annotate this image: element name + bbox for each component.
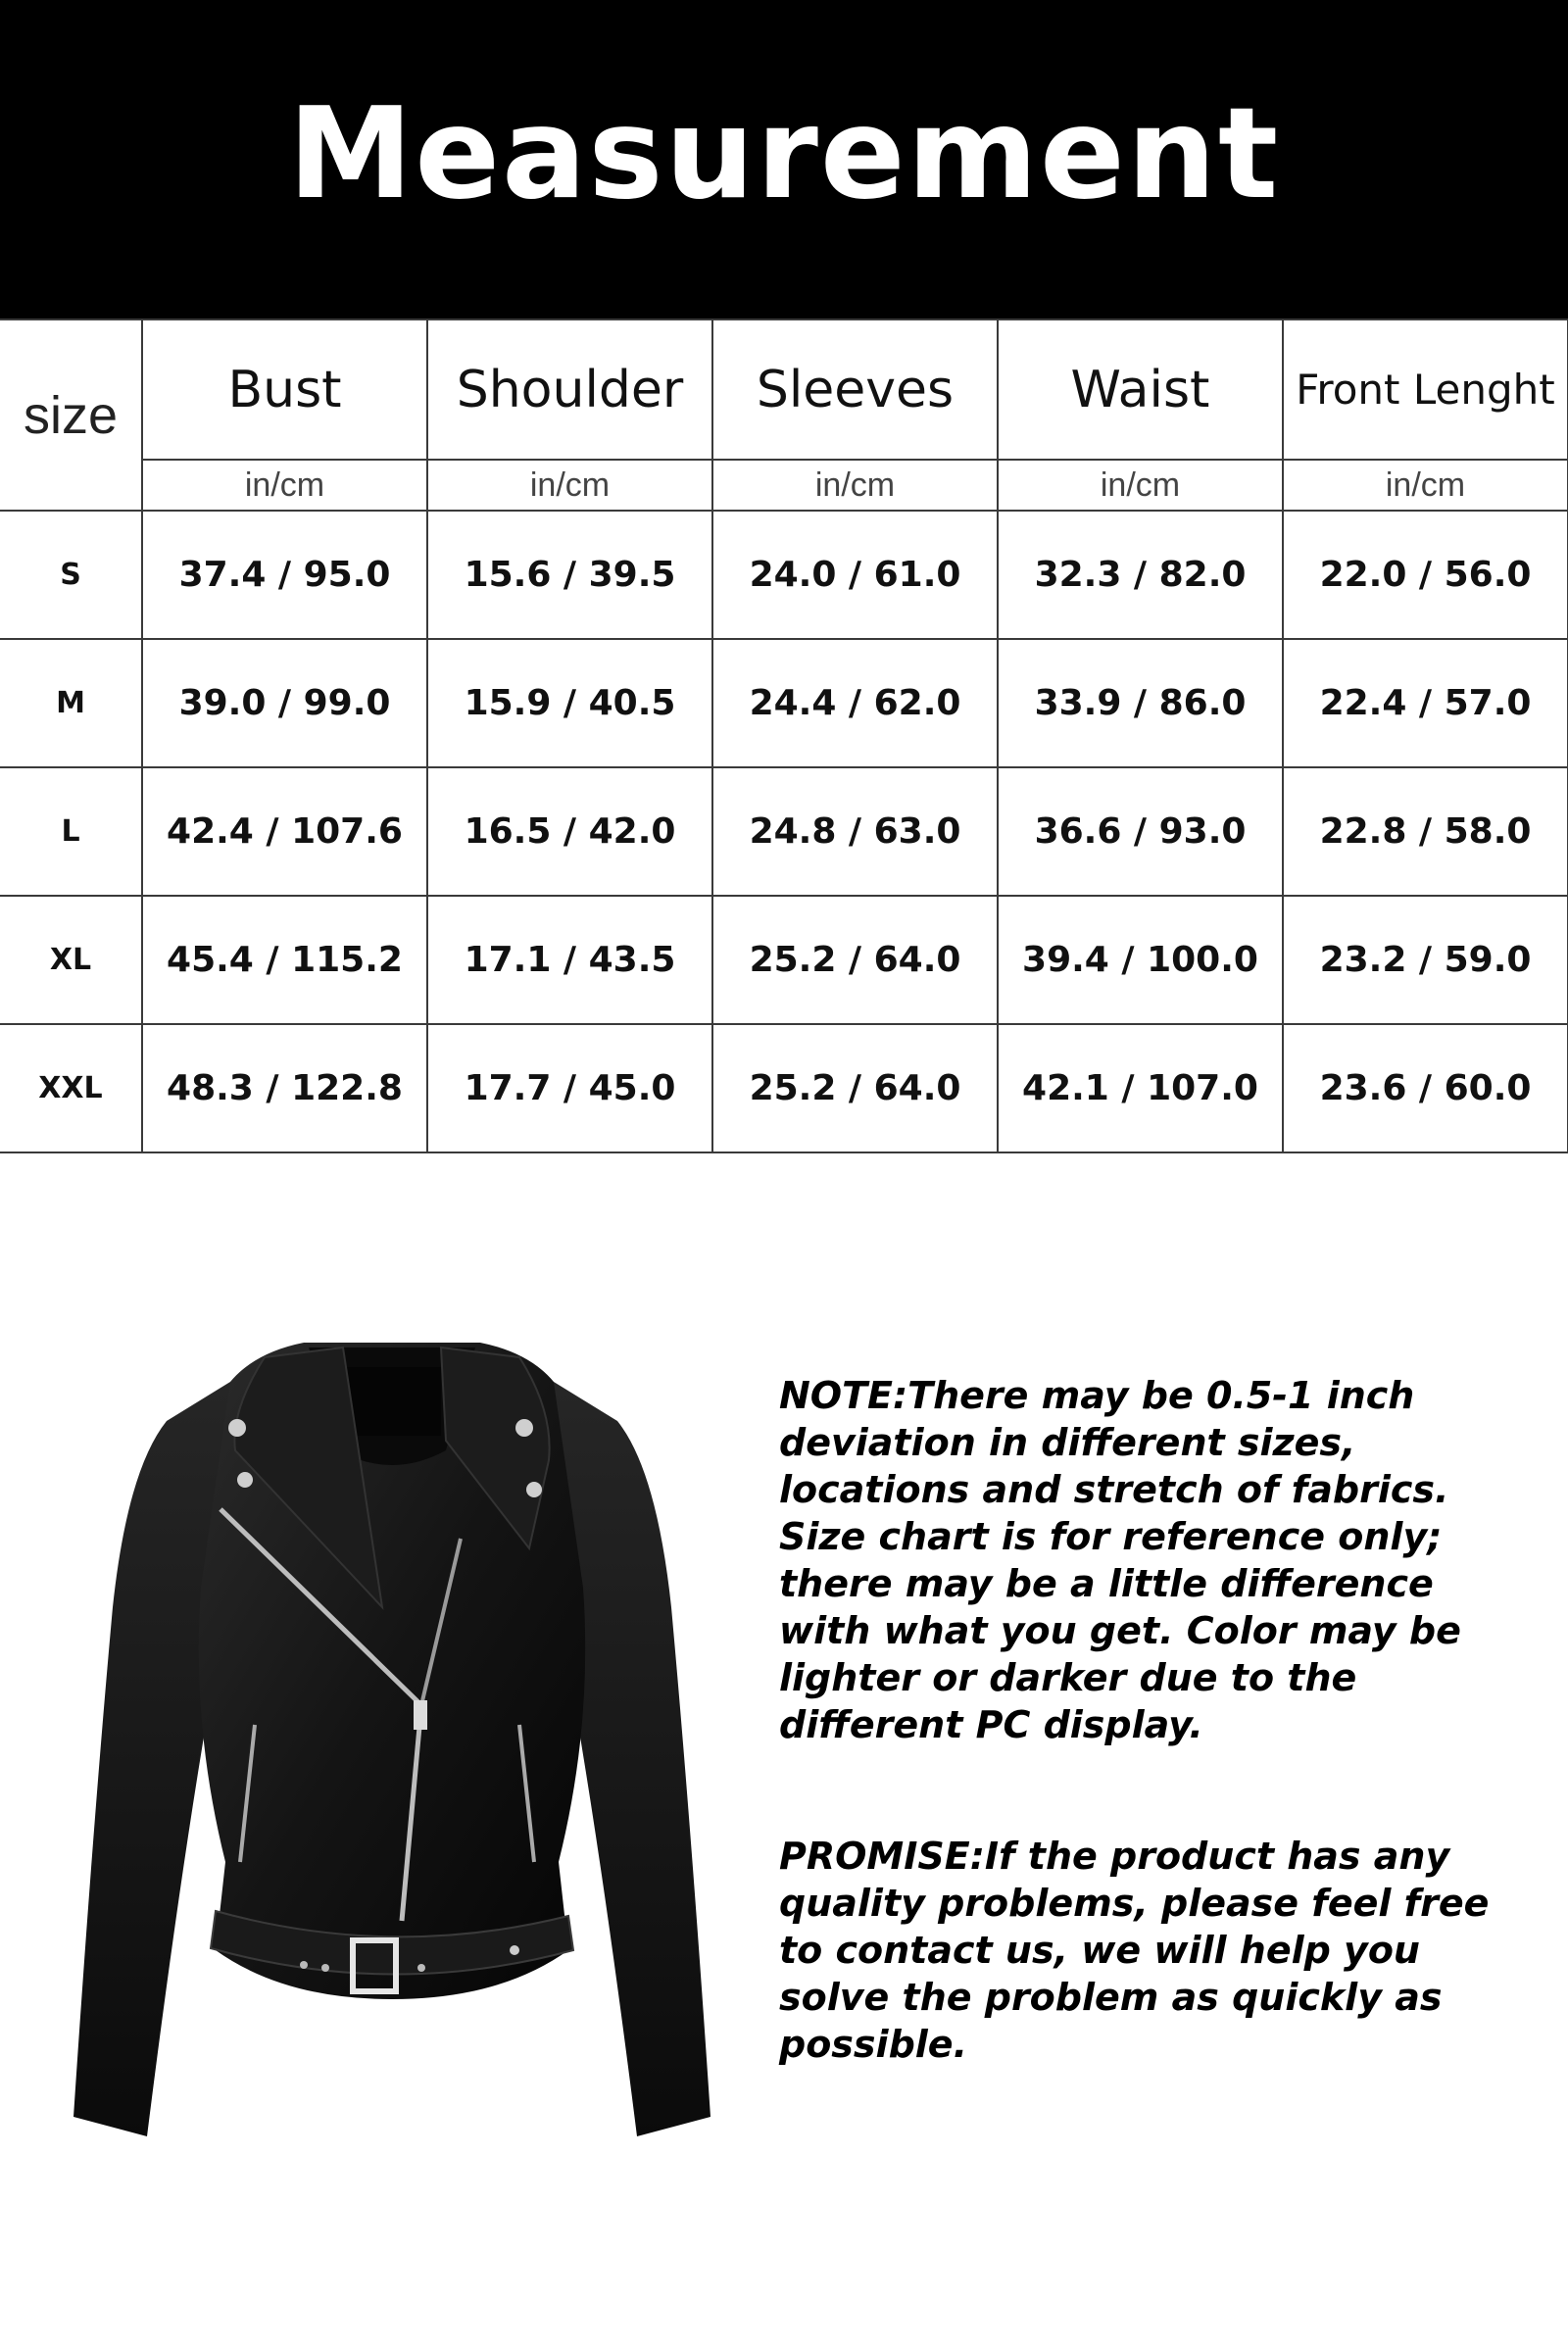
size-column-header: size — [0, 319, 142, 511]
unit-label: in/cm — [998, 460, 1283, 511]
waist-cell: 42.1 / 107.0 — [998, 1024, 1283, 1152]
jacket-icon — [59, 1313, 725, 2156]
table-row — [0, 896, 1568, 1024]
waist-cell: 36.6 / 93.0 — [998, 767, 1283, 896]
front-length-cell: 23.6 / 60.0 — [1283, 1024, 1568, 1152]
promise-text: PROMISE:If the product has any quality problems, please feel free to contact us, we will help you solve the problem as quickly as possible. — [779, 1835, 1490, 2066]
table-row — [0, 639, 1568, 767]
front-length-cell: 22.4 / 57.0 — [1283, 639, 1568, 767]
waist-cell: 32.3 / 82.0 — [998, 511, 1283, 639]
column-header-front-length: Front Lenght — [1283, 319, 1568, 460]
page-title: Measurement — [287, 81, 1281, 227]
unit-label: in/cm — [712, 460, 998, 511]
table-row — [0, 767, 1568, 896]
sleeves-cell: 25.2 / 64.0 — [712, 896, 998, 1024]
unit-label: in/cm — [142, 460, 427, 511]
bust-cell: 42.4 / 107.6 — [142, 767, 427, 896]
bust-cell: 37.4 / 95.0 — [142, 511, 427, 639]
column-header-shoulder: Shoulder — [427, 319, 712, 460]
shoulder-cell: 15.6 / 39.5 — [427, 511, 712, 639]
column-header-sleeves: Sleeves — [712, 319, 998, 460]
bust-cell: 39.0 / 99.0 — [142, 639, 427, 767]
size-cell: XL — [0, 896, 142, 1024]
shoulder-cell: 17.1 / 43.5 — [427, 896, 712, 1024]
sleeves-cell: 24.0 / 61.0 — [712, 511, 998, 639]
size-cell: XXL — [0, 1024, 142, 1152]
bust-cell: 48.3 / 122.8 — [142, 1024, 427, 1152]
waist-cell: 33.9 / 86.0 — [998, 639, 1283, 767]
shoulder-cell: 15.9 / 40.5 — [427, 639, 712, 767]
size-chart-table — [0, 318, 1568, 1153]
bust-cell: 45.4 / 115.2 — [142, 896, 427, 1024]
table-row — [0, 1024, 1568, 1152]
column-header-bust: Bust — [142, 319, 427, 460]
front-length-cell: 22.8 / 58.0 — [1283, 767, 1568, 896]
title-banner — [0, 0, 1568, 318]
unit-row — [0, 460, 1568, 511]
table-row — [0, 511, 1568, 639]
sleeves-cell: 24.8 / 63.0 — [712, 767, 998, 896]
front-length-cell: 22.0 / 56.0 — [1283, 511, 1568, 639]
sleeves-cell: 24.4 / 62.0 — [712, 639, 998, 767]
column-header-waist: Waist — [998, 319, 1283, 460]
sleeves-cell: 25.2 / 64.0 — [712, 1024, 998, 1152]
front-length-cell: 23.2 / 59.0 — [1283, 896, 1568, 1024]
shoulder-cell: 16.5 / 42.0 — [427, 767, 712, 896]
product-image — [59, 1313, 725, 2156]
table-header-row — [0, 319, 1568, 460]
note-text: NOTE:There may be 0.5-1 inch deviation in different sizes, locations and stretch of fabrics. Size chart is for reference only; there may be a little difference with what you get. Color may be lighter or darker due to the different PC display. — [779, 1374, 1461, 1746]
size-cell: L — [0, 767, 142, 896]
waist-cell: 39.4 / 100.0 — [998, 896, 1283, 1024]
shoulder-cell: 17.7 / 45.0 — [427, 1024, 712, 1152]
size-cell: M — [0, 639, 142, 767]
unit-label: in/cm — [427, 460, 712, 511]
size-cell: S — [0, 511, 142, 639]
unit-label: in/cm — [1283, 460, 1568, 511]
